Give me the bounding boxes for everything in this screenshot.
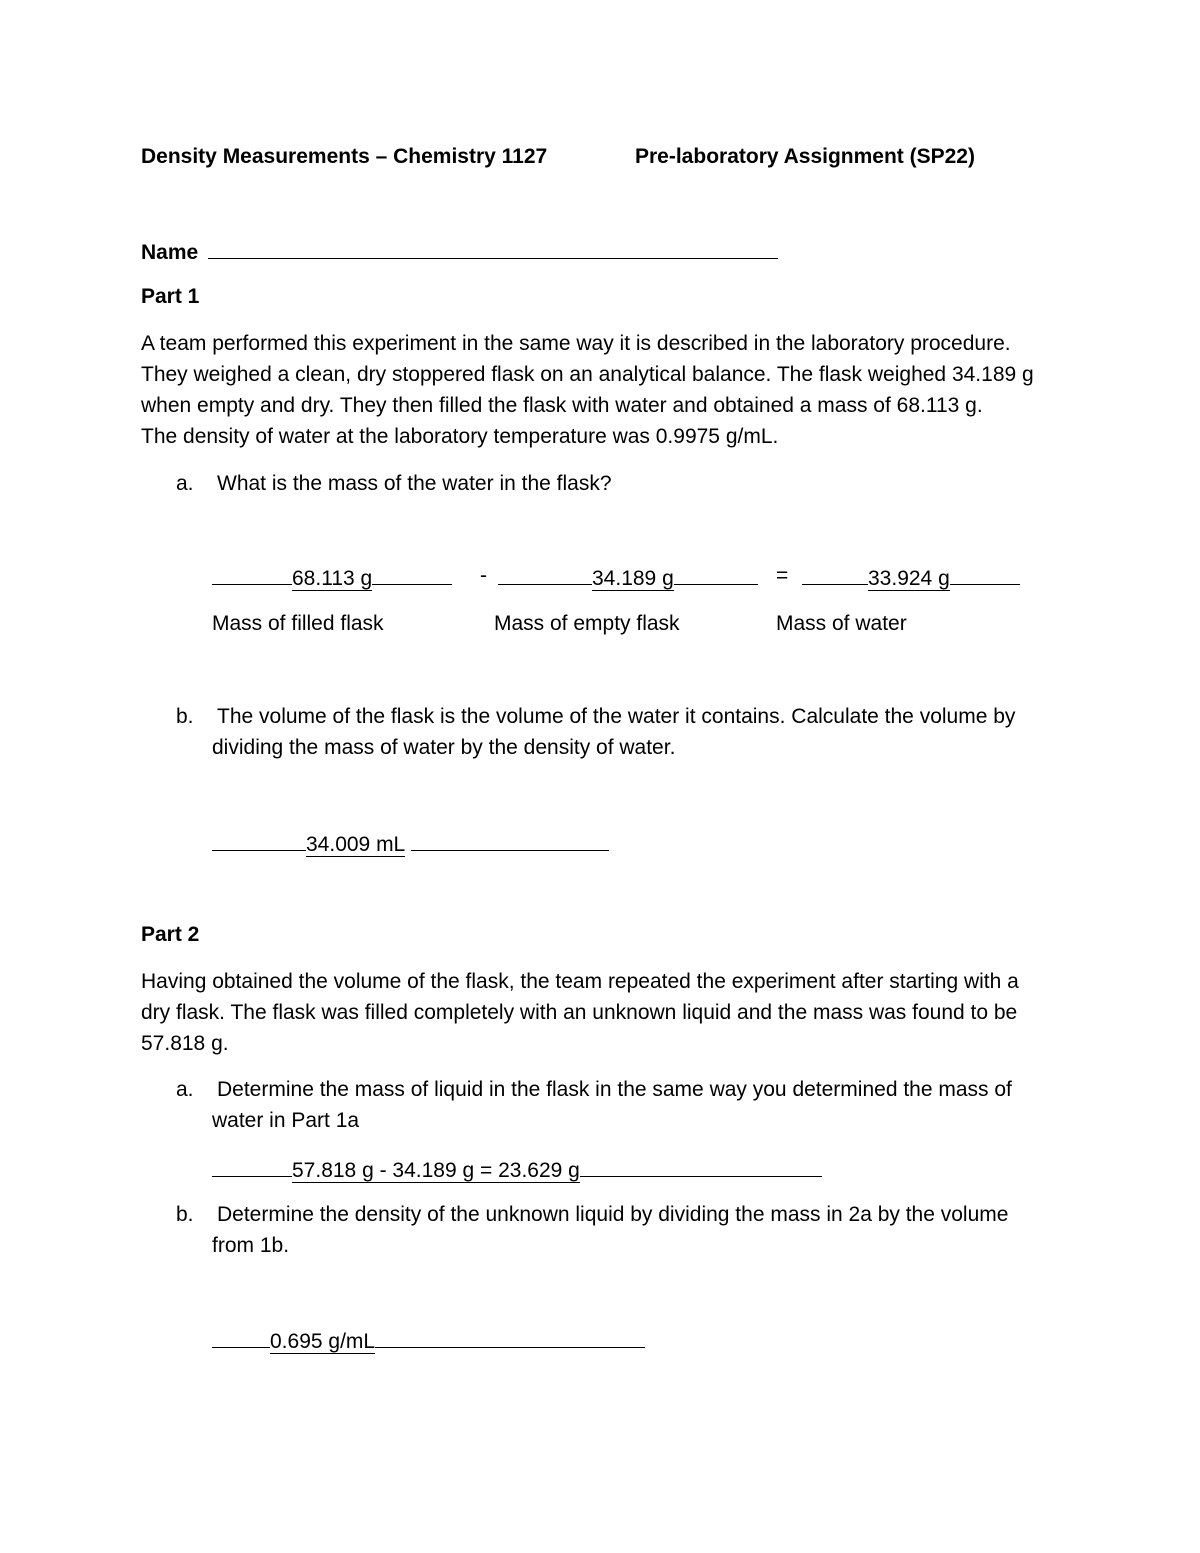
blank-underline [498,564,592,585]
part1-intro [141,328,1081,452]
part1-question-b-text [212,701,1082,763]
blank-underline [212,830,306,851]
liquid-mass-value: 57.818 g - 34.189 g = 23.629 g [292,1159,580,1182]
question-line: Determine the density of the unknown liquid by dividing the mass in 2a by the volume [217,1203,1009,1226]
empty-flask-value: 34.189 g [592,567,674,590]
part1-intro-line: A team performed this experiment in the same way it is described in the laboratory procedure. [141,332,1011,355]
density-value: 0.695 g/mL [270,1330,376,1353]
blank-underline [950,564,1020,585]
water-mass-answer[interactable] [802,564,1020,591]
part2-intro [141,966,1081,1059]
volume-value: 34.009 mL [306,833,406,856]
part1-question-a-label: a. [176,472,194,495]
question-line: dividing the mass of water by the density of water. [212,736,676,759]
part1-intro-line: when empty and dry. They then filled the flask with water and obtained a mass of 68.113 g. [141,394,983,417]
name-row [141,238,778,265]
density-answer[interactable] [212,1327,645,1354]
question-line: The volume of the flask is the volume of the water it contains. Calculate the volume by [217,705,1016,728]
part2-heading: Part 2 [141,923,200,946]
volume-answer[interactable] [212,830,609,857]
filled-flask-value: 68.113 g [292,567,373,590]
part1-question-b-label: b. [176,705,194,728]
blank-underline [372,564,452,585]
empty-flask-answer[interactable] [498,564,758,591]
part2-question-a-label: a. [176,1078,194,1101]
filled-flask-answer[interactable] [212,564,452,591]
assignment-title: Pre-laboratory Assignment (SP22) [635,145,975,168]
name-field[interactable] [208,238,778,259]
blank-underline [375,1327,645,1348]
part1-intro-line: The density of water at the laboratory temperature was 0.9975 g/mL. [141,425,779,448]
blank-underline [411,830,609,851]
question-line: from 1b. [212,1234,290,1257]
part1-heading: Part 1 [141,285,200,308]
blank-underline [212,564,292,585]
part2-question-b-label: b. [176,1203,194,1226]
label-empty-flask: Mass of empty flask [494,612,680,635]
blank-underline [802,564,868,585]
label-water-mass: Mass of water [776,612,907,635]
minus-sign: - [480,564,487,587]
label-filled-flask: Mass of filled flask [212,612,384,635]
blank-underline [580,1156,822,1177]
name-label: Name [141,241,199,264]
part2-question-a-text [212,1074,1082,1136]
part1-question-a-text: What is the mass of the water in the flask? [217,472,612,495]
water-mass-value: 33.924 g [868,567,950,590]
part2-intro-line: Having obtained the volume of the flask, the team repeated the experiment after starting with a [141,970,1019,993]
part2-intro-line: dry flask. The flask was filled completely with an unknown liquid and the mass was found to be [141,1001,1018,1024]
part1-intro-line: They weighed a clean, dry stoppered flask on an analytical balance. The flask weighed 34.189 g [141,363,1034,386]
blank-underline [212,1156,292,1177]
question-line: water in Part 1a [212,1109,360,1132]
part2-intro-line: 57.818 g. [141,1032,229,1055]
blank-underline [674,564,758,585]
part2-question-b-text [212,1199,1082,1261]
liquid-mass-answer[interactable] [212,1156,822,1183]
document-title: Density Measurements – Chemistry 1127 [141,145,548,168]
question-line: Determine the mass of liquid in the flask in the same way you determined the mass of [217,1078,1012,1101]
blank-underline [212,1327,270,1348]
equals-sign: = [776,564,789,587]
